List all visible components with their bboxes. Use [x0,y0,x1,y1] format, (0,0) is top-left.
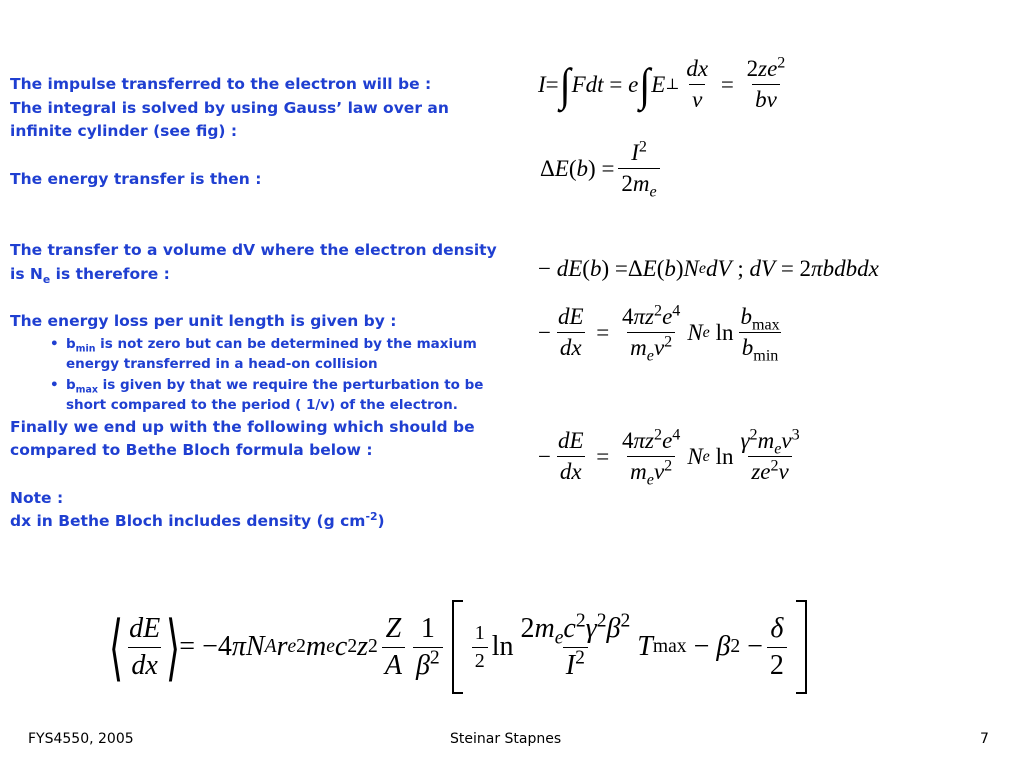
footer-course: FYS4550, 2005 [28,731,134,747]
energy-loss-equation: − $\frac{dE}{dx}$ = $\frac{4\pi z^2e^4}{m_ev^2}$ N e ln $\frac{b_{max}}{b_{min}}$ [538,302,780,365]
final-energy-loss-equation: − $\frac{dE}{dx}$ = $\frac{4\pi z^2e^4}{m_ev^2}$ N e ln $\frac{\gamma^2m_ev^3}{ze^2\nu}$ [538,426,800,489]
volume-transfer-text: The transfer to a volume dV where the electron density is $N_e$ is therefore : [10,241,497,286]
impulse-equation: I = ∫ Fdt = e ∫ E ⊥ $\frac{dx}{v}$ = $\frac{2ze^2}{bv}$ [538,54,786,112]
energy-transfer-text: The energy transfer is then : [10,169,262,188]
footer-page-number: 7 [980,731,989,747]
gauss-law-text: The integral is solved by using Gauss’ law over an infinite cylinder (see fig) : [10,98,449,140]
energy-loss-text: The energy loss per unit length is given by : [10,312,397,330]
comparison-text: Finally we end up with the following which should be compared to Bethe Bloch formula below : [10,417,475,459]
bullet-bmin: • $b_{min}$ is not zero but can be determined by the maxium energy transferred in a head-on collision [66,334,500,375]
note-title: Note : [10,488,64,507]
bullet-bmax: • $b_{max}$ is given by that we require the perturbation to be short compared to the period ( 1/v) of the electron. [66,375,500,416]
footer-author: Steinar Stapnes [450,731,562,747]
impulse-text: The impulse transferred to the electron will be : [10,75,432,93]
energy-transfer-equation: Δ E ( b ) = $\frac{I^2}{2m_e}$ [540,140,664,197]
explanation-text [10,73,500,534]
bullet-list [10,334,500,416]
note-text: dx in Bethe Bloch includes density (g $cm^{-2}$) [10,509,385,530]
bethe-bloch-formula: ⟨ $\frac{dE}{dx}$ ⟩ = −4 πN A r e 2 m e c 2 z 2 $\frac{Z}{A}$ $\frac{1}{\beta^2}$ $\frac{1}{2}$ ln $\frac{2m_ec^2\gamma^2\beta^2}{I^2}$ T max − β 2 − $\frac{\delta}{2}$ [110,600,812,694]
volume-transfer-equation: − dE ( b ) =Δ E ( b ) N e dV ; dV = 2 πbdbdx [538,256,879,281]
